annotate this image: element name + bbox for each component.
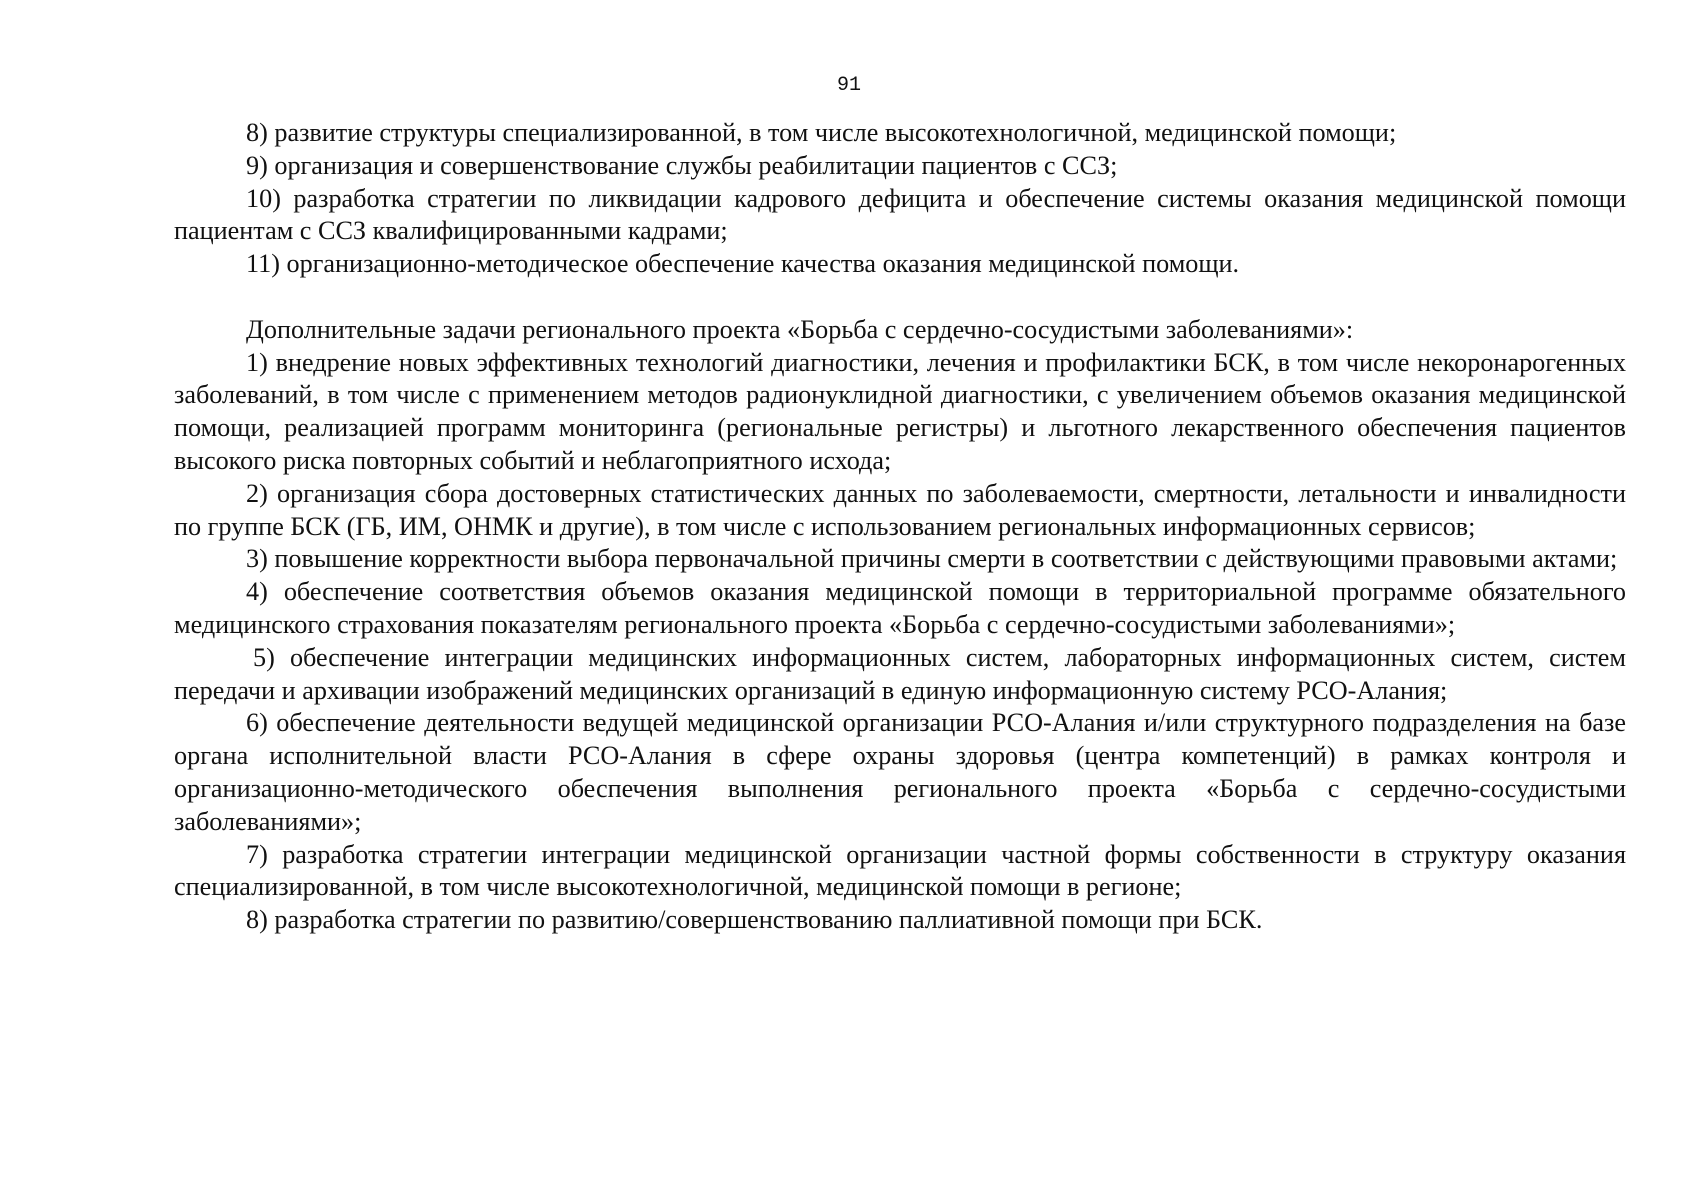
task-item-6: 6) обеспечение деятельности ведущей медицинской организации РСО-Алания и/или структурного подразделения на базе органа исполнительной власти РСО-Алания в сфере охраны здоровья (центра компетенций) в рамках контроля и организационно-методического обеспечения выполнения регионального проекта «Борьба с сердечно-сосудистыми заболеваниями»; xyxy=(174,708,1626,836)
list-item-11: 11) организационно-методическое обеспечение качества оказания медицинской помощи. xyxy=(246,249,1240,279)
paragraph-spacer xyxy=(174,281,1626,314)
task-item-7: 7) разработка стратегии интеграции медицинской организации частной формы собственности в структуру оказания специализированной, в том числе высокотехнологичной, медицинской помощи в регионе; xyxy=(174,839,1626,902)
list-item-8: 8) развитие структуры специализированной, в том числе высокотехнологичной, медицинской помощи; xyxy=(246,118,1397,147)
task-item-3: 3) повышение корректности выбора первоначальной причины смерти в соответствии с действующими правовыми актами; xyxy=(246,544,1618,574)
document-body xyxy=(174,117,1626,937)
task-item-8: 8) разработка стратегии по развитию/совершенствованию паллиативной помощи при БСК. xyxy=(246,905,1263,935)
task-item-5: 5) обеспечение интеграции медицинских информационных систем, лабораторных информационных систем, систем передачи и архивации изображений медицинских организаций в единую информационную систему РСО-Алания; xyxy=(174,642,1626,705)
task-item-1: 1) внедрение новых эффективных технологий диагностики, лечения и профилактики БСК, в том числе некоронарогенных заболеваний, в том числе с применением методов радионуклидной диагностики, с увеличением объемов оказания медицинской помощи, реализацией программ мониторинга (региональные регистры) и льготного лекарственного обеспечения пациентов высокого риска повторных событий и неблагоприятного исхода; xyxy=(174,347,1626,475)
task-item-4: 4) обеспечение соответствия объемов оказания медицинской помощи в территориальной программе обязательного медицинского страхования показателям регионального проекта «Борьба с сердечно-сосудистыми заболеваниями»; xyxy=(174,577,1626,639)
section-intro: Дополнительные задачи регионального проекта «Борьба с сердечно-сосудистыми заболеваниями»: xyxy=(246,314,1354,344)
list-item-10: 10) разработка стратегии по ликвидации кадрового дефицита и обеспечение системы оказания медицинской помощи пациентам с ССЗ квалифицированными кадрами; xyxy=(174,183,1626,246)
page-number: 91 xyxy=(836,74,861,97)
list-item-9: 9) организация и совершенствование службы реабилитации пациентов с ССЗ; xyxy=(246,150,1118,180)
task-item-2: 2) организация сбора достоверных статистических данных по заболеваемости, смертности, летальности и инвалидности по группе БСК (ГБ, ИМ, ОНМК и другие), в том числе с использованием региональных информационных сервисов; xyxy=(174,478,1626,541)
